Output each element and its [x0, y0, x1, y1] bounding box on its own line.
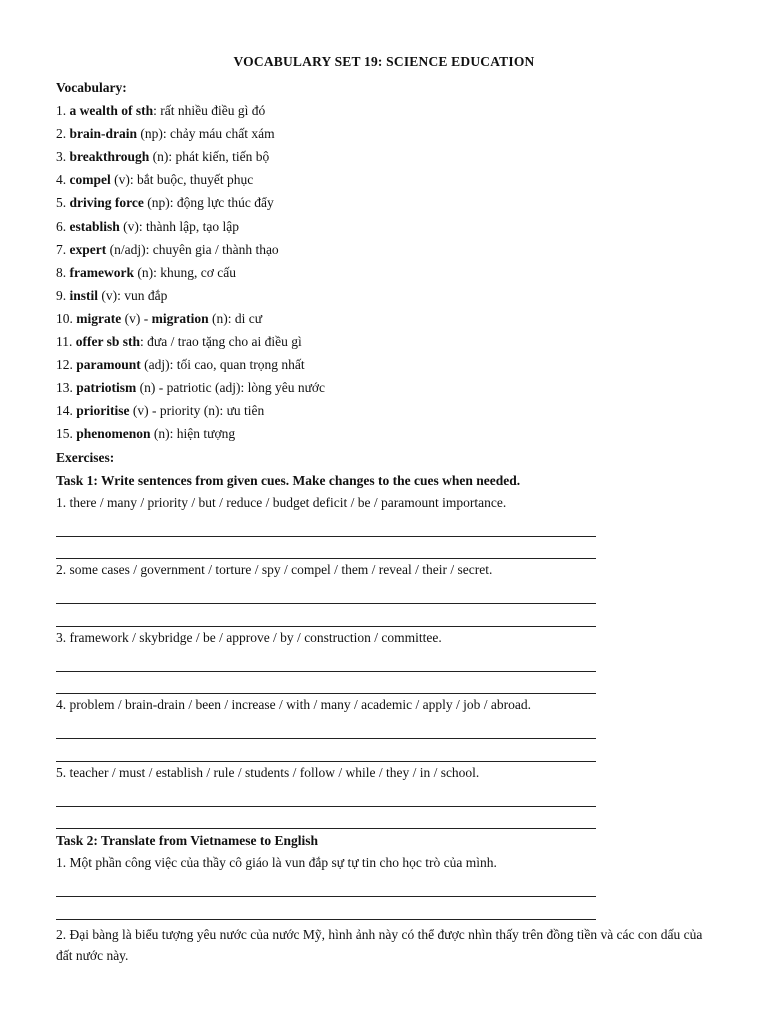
- page-title: [0, 54, 768, 70]
- vocab-item: [56, 99, 716, 122]
- task1-cue: 5. teacher / must / establish / rule / students / follow / while / they / in / school.: [56, 764, 480, 780]
- answer-line[interactable]: [56, 897, 596, 920]
- task1-section: [56, 469, 716, 830]
- vocab-item: [56, 261, 716, 284]
- vocab-num: 15.: [56, 426, 73, 442]
- task1-cue: 4. problem / brain-drain / been / increase / with / many / academic / apply / job / abroad.: [56, 697, 531, 713]
- task2-prompt: 2. Đại bàng là biểu tượng yêu nước của nước Mỹ, hình ảnh này có thể được nhìn thấy trên đồng tiền và các con dấu của đất nước này.: [56, 926, 703, 963]
- vocab-num: 12.: [56, 357, 73, 373]
- answer-line[interactable]: [56, 784, 596, 807]
- vocab-term: driving force: [69, 195, 144, 211]
- vocab-num: 8.: [56, 264, 67, 280]
- vocab-definition: (n) - patriotic (adj): lòng yêu nước: [136, 380, 326, 396]
- vocab-definition: (n): phát kiến, tiến bộ: [149, 149, 270, 165]
- vocab-term: instil: [69, 287, 99, 303]
- vocab-definition: (n): khung, cơ cấu: [133, 264, 236, 280]
- vocab-item: [56, 307, 716, 330]
- vocab-term: offer sb sth: [75, 334, 141, 350]
- vocab-term: framework: [69, 264, 134, 280]
- vocab-num: 14.: [56, 403, 73, 419]
- vocab-definition: (v): thành lập, tạo lập: [119, 218, 239, 234]
- vocab-definition: (np): chảy máu chất xám: [137, 126, 275, 142]
- vocabulary-heading: Vocabulary:: [56, 80, 127, 95]
- vocab-term: breakthrough: [69, 149, 150, 165]
- task1-cue: 1. there / many / priority / but / reduce / budget deficit / be / paramount importance.: [56, 494, 507, 510]
- vocab-term: a wealth of sth: [69, 103, 154, 119]
- answer-line[interactable]: [56, 875, 596, 898]
- vocab-definition: (v): vun đắp: [98, 287, 168, 303]
- vocab-num: 13.: [56, 380, 73, 396]
- title-text: VOCABULARY SET 19: SCIENCE EDUCATION: [233, 54, 535, 69]
- vocab-definition: (n): hiện tượng: [150, 426, 236, 442]
- answer-line[interactable]: [56, 582, 596, 605]
- vocab-item: [56, 145, 716, 168]
- vocab-definition: : đưa / trao tặng cho ai điều gì: [140, 334, 302, 350]
- vocab-num: 3.: [56, 149, 67, 165]
- vocabulary-list: [56, 99, 716, 445]
- vocab-item: [56, 376, 716, 399]
- vocab-item: [56, 399, 716, 422]
- vocab-item: [56, 215, 716, 238]
- document-body: [56, 76, 716, 966]
- vocab-term: migration: [151, 310, 209, 326]
- vocab-term: compel: [69, 172, 111, 188]
- vocab-item: [56, 191, 716, 214]
- vocab-term: paramount: [76, 357, 141, 373]
- vocab-item: [56, 122, 716, 145]
- vocab-item: [56, 422, 716, 445]
- exercises-heading: Exercises:: [56, 449, 115, 465]
- task1-cue: 3. framework / skybridge / be / approve / by / construction / committee.: [56, 629, 442, 645]
- vocab-item: [56, 168, 716, 191]
- task2-section: [56, 829, 716, 966]
- task2-prompt: 1. Một phần công việc của thầy cô giáo là vun đắp sự tự tin cho học trò của mình.: [56, 855, 497, 871]
- task1-heading: Task 1: Write sentences from given cues. Make changes to the cues when needed.: [56, 472, 521, 488]
- vocab-item: [56, 330, 716, 353]
- vocab-term: patriotism: [76, 380, 137, 396]
- vocab-num: 1.: [56, 103, 67, 119]
- vocab-pos: (v) -: [121, 310, 152, 326]
- vocab-num: 4.: [56, 172, 67, 188]
- answer-line[interactable]: [56, 672, 596, 695]
- vocab-definition: (np): động lực thúc đẩy: [143, 195, 274, 211]
- answer-line[interactable]: [56, 807, 596, 830]
- vocab-definition: (n): di cư: [208, 310, 263, 326]
- vocab-num: 2.: [56, 126, 67, 142]
- vocab-num: 5.: [56, 195, 67, 211]
- vocab-item: [56, 284, 716, 307]
- vocab-term: brain-drain: [69, 126, 138, 142]
- vocab-num: 9.: [56, 287, 67, 303]
- task1-cue: 2. some cases / government / torture / spy / compel / them / reveal / their / secret.: [56, 562, 493, 578]
- vocab-definition: : rất nhiều điều gì đó: [153, 103, 266, 119]
- vocab-term: prioritise: [76, 403, 130, 419]
- vocab-definition: (n/adj): chuyên gia / thành thạo: [106, 241, 279, 257]
- vocab-num: 6.: [56, 218, 67, 234]
- vocab-definition: (v): bắt buộc, thuyết phục: [110, 172, 254, 188]
- task2-heading: Task 2: Translate from Vietnamese to English: [56, 833, 319, 849]
- vocab-num: 10.: [56, 310, 73, 326]
- answer-line[interactable]: [56, 649, 596, 672]
- vocab-term: migrate: [76, 310, 122, 326]
- answer-line[interactable]: [56, 537, 596, 560]
- vocab-term: establish: [69, 218, 120, 234]
- answer-line[interactable]: [56, 717, 596, 740]
- answer-line[interactable]: [56, 739, 596, 762]
- answer-line[interactable]: [56, 514, 596, 537]
- vocab-definition: (adj): tối cao, quan trọng nhất: [140, 357, 305, 373]
- vocab-term: phenomenon: [76, 426, 151, 442]
- vocab-item: [56, 353, 716, 376]
- vocab-item: [56, 238, 716, 261]
- answer-line[interactable]: [56, 604, 596, 627]
- vocab-num: 7.: [56, 241, 67, 257]
- vocab-term: expert: [69, 241, 107, 257]
- vocab-num: 11.: [56, 334, 73, 350]
- vocab-definition: (v) - priority (n): ưu tiên: [129, 403, 265, 419]
